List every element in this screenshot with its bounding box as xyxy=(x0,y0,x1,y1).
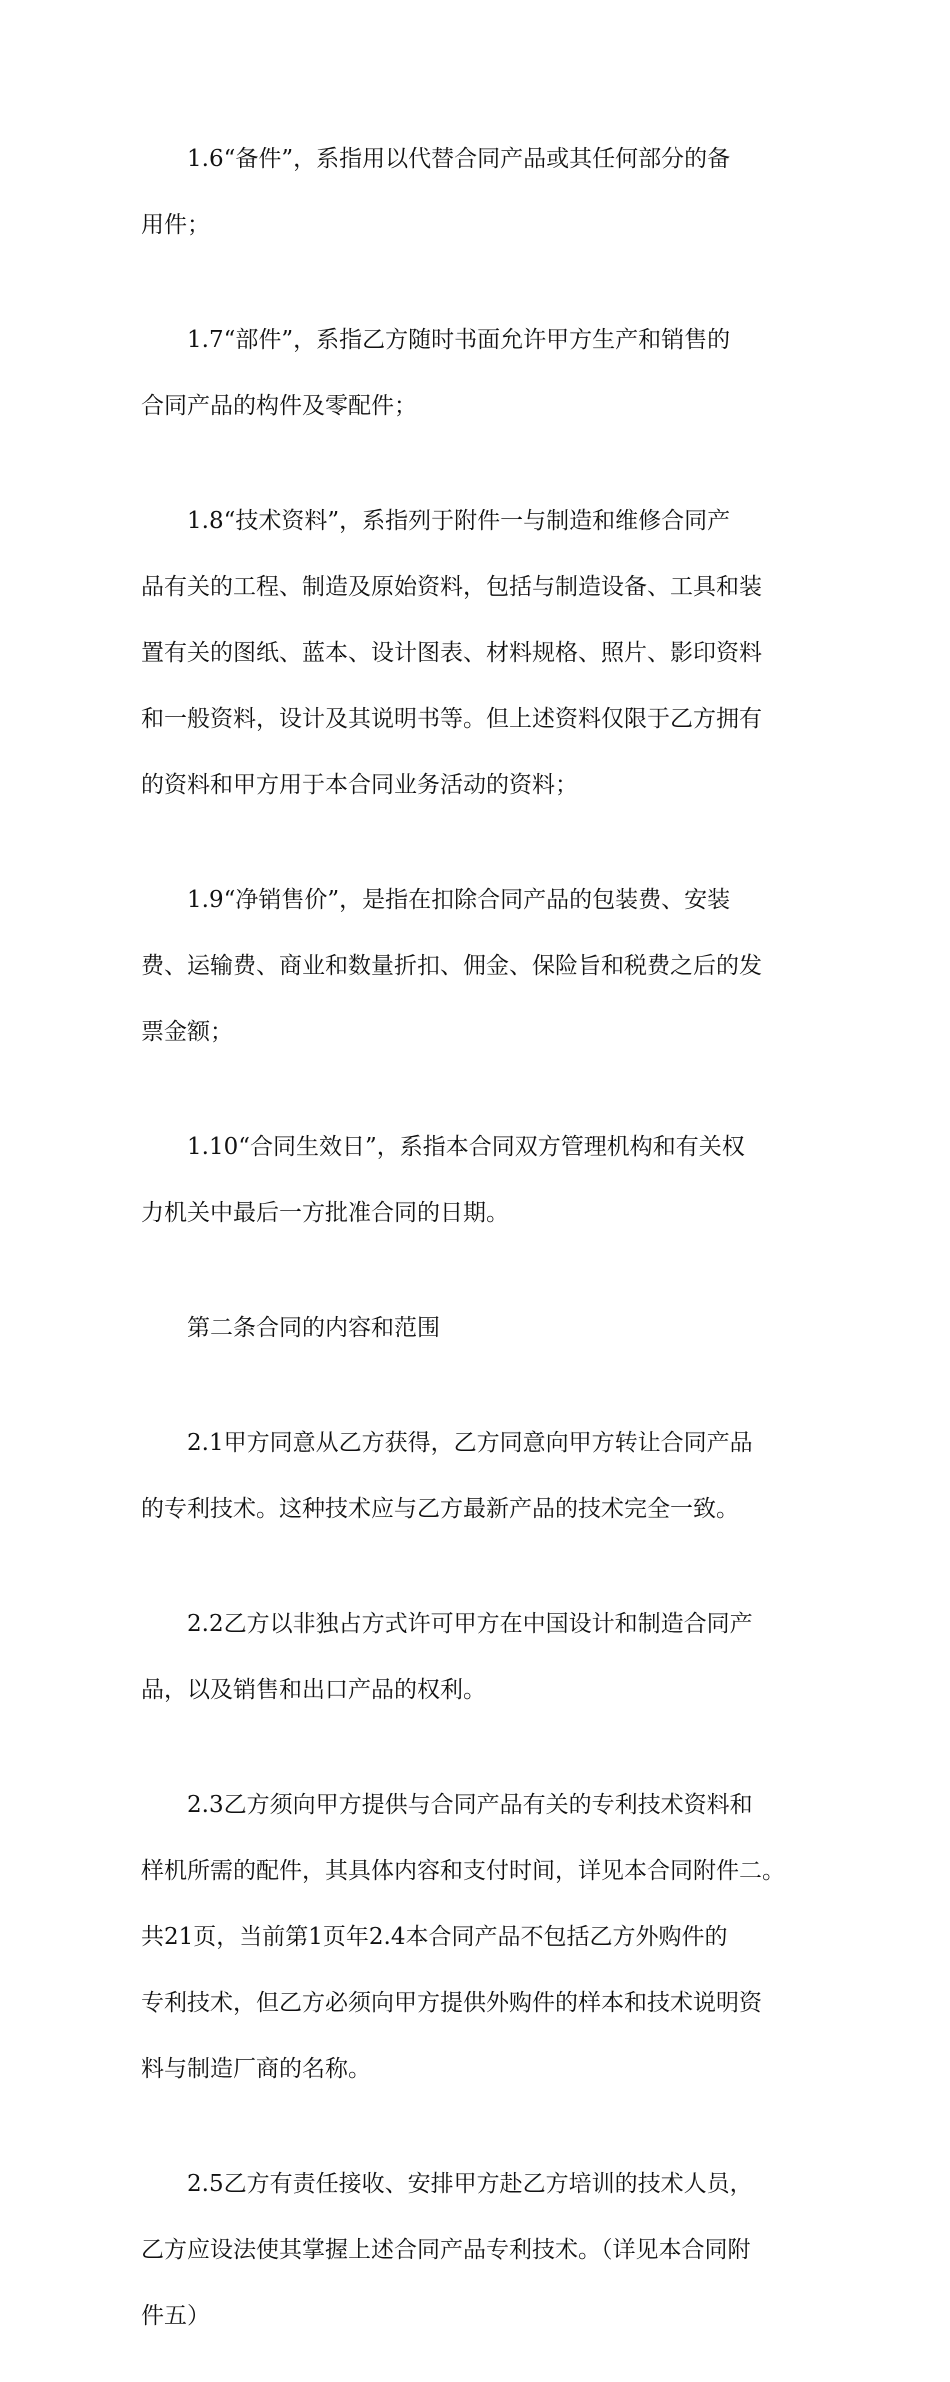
text-line: 的专利技术。这种技术应与乙方最新产品的技术完全一致。 xyxy=(141,1496,739,1522)
text-line: 品，以及销售和出口产品的权利。 xyxy=(141,1677,486,1703)
clause-1-7 xyxy=(141,291,821,456)
text-line: 2.2乙方以非独占方式许可甲方在中国设计和制造合同产 xyxy=(187,1611,753,1637)
text-line: 费、运输费、商业和数量折扣、佣金、保险旨和税费之后的发 xyxy=(141,953,762,979)
document-page xyxy=(141,110,821,2382)
clause-2-1 xyxy=(141,1394,821,1559)
text-line: 共21页，当前第1页年2.4本合同产品不包括乙方外购件的 xyxy=(141,1924,728,1950)
text-line: 专利技术，但乙方必须向甲方提供外购件的样本和技术说明资 xyxy=(141,1990,762,2016)
text-line: 1.8“技术资料”，系指列于附件一与制造和维修合同产 xyxy=(187,508,731,534)
text-line: 2.3乙方须向甲方提供与合同产品有关的专利技术资料和 xyxy=(187,1792,753,1818)
text-line: 样机所需的配件，其具体内容和支付时间，详见本合同附件二。 xyxy=(141,1858,785,1884)
text-line: 1.9“净销售价”，是指在扣除合同产品的包装费、安装 xyxy=(187,887,731,913)
clause-1-9 xyxy=(141,851,821,1082)
section-heading-2 xyxy=(141,1279,821,1378)
clause-2-5 xyxy=(141,2135,821,2366)
text-line: 置有关的图纸、蓝本、设计图表、材料规格、照片、影印资料 xyxy=(141,640,762,666)
text-line: 料与制造厂商的名称。 xyxy=(141,2056,371,2082)
clause-1-6 xyxy=(141,110,821,275)
clause-2-3 xyxy=(141,1756,821,2119)
text-line: 的资料和甲方用于本合同业务活动的资料； xyxy=(141,772,578,798)
text-line: 2.5乙方有责任接收、安排甲方赴乙方培训的技术人员， xyxy=(187,2171,753,2197)
text-line: 用件； xyxy=(141,212,210,238)
section-title: 第二条合同的内容和范围 xyxy=(187,1315,440,1341)
text-line: 1.7“部件”，系指乙方随时书面允许甲方生产和销售的 xyxy=(187,327,731,353)
text-line: 票金额； xyxy=(141,1019,233,1045)
text-line: 品有关的工程、制造及原始资料，包括与制造设备、工具和装 xyxy=(141,574,762,600)
text-line: 力机关中最后一方批准合同的日期。 xyxy=(141,1200,509,1226)
text-line: 1.6“备件”，系指用以代替合同产品或其任何部分的备 xyxy=(187,146,731,172)
text-line: 2.1甲方同意从乙方获得，乙方同意向甲方转让合同产品 xyxy=(187,1430,753,1456)
text-line: 乙方应设法使其掌握上述合同产品专利技术。（详见本合同附 xyxy=(141,2237,751,2263)
text-line: 和一般资料，设计及其说明书等。但上述资料仅限于乙方拥有 xyxy=(141,706,762,732)
clause-1-10 xyxy=(141,1098,821,1263)
clause-1-8 xyxy=(141,472,821,835)
text-line: 件五） xyxy=(141,2303,210,2329)
text-line: 合同产品的构件及零配件； xyxy=(141,393,417,419)
clause-2-2 xyxy=(141,1575,821,1740)
text-line: 1.10“合同生效日”，系指本合同双方管理机构和有关权 xyxy=(187,1134,745,1160)
